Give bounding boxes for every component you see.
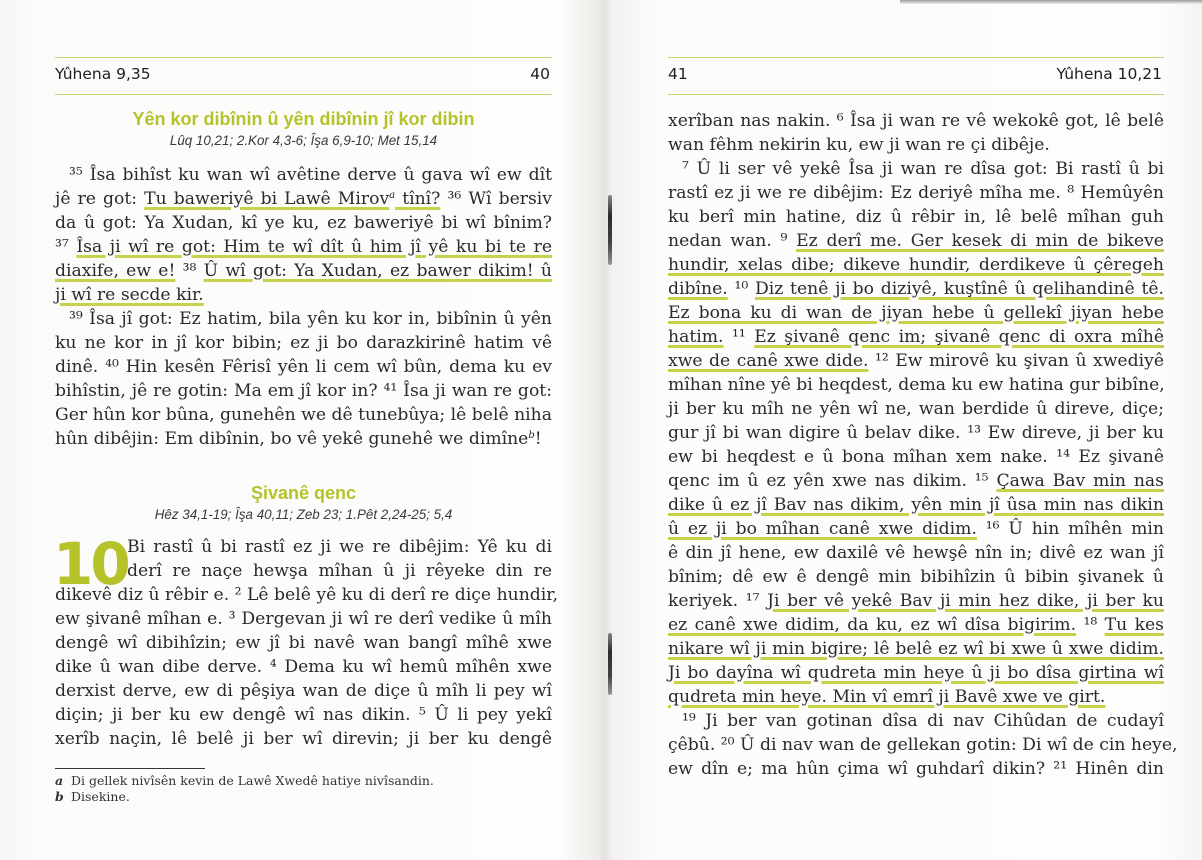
text-segment: derî re naçe hewşa mîhan û ji rêyeke din re (127, 561, 552, 581)
text-segment: diçin; ji ber ku ew dengê wî nas dikin. ⁵ Û li pey yekî (55, 705, 552, 725)
text-line (55, 559, 552, 583)
underlined-text: û ez ji bo mîhan canê xwe didim. (668, 519, 977, 539)
running-header-left (55, 57, 552, 95)
text-segment: dikevê diz û rêbir e. ² Lê belê yê ku di derî re diçe hundir, (55, 585, 559, 605)
text-line (668, 445, 1164, 469)
text-segment: da û got: Ya Xudan, kî ye ku, ez baweriyê bi wî bînim? (55, 213, 552, 233)
text-line (668, 157, 1164, 181)
text-segment: ew dîn e; ma hûn çima wî guhdarî dikin? ²¹ Hinên din (668, 759, 1164, 779)
text-segment: ³⁵ Îsa bihîst ku wan wî avêtine derve û gava wî ew dît (69, 165, 552, 185)
footnote (55, 789, 552, 805)
footnote-mark: a (55, 773, 64, 788)
underlined-text: nikare wî ji min bigire; lê belê ez wî bi xwe û xwe didim. (668, 639, 1164, 659)
text-line (668, 397, 1164, 421)
page-shadow (900, 0, 1202, 4)
footnotes (55, 773, 552, 805)
text-line (668, 613, 1164, 637)
text-line (668, 109, 1164, 133)
text-segment: ew bi heqdest e û bona mîhan xem nake. ¹⁴ Ez şivanê (668, 447, 1164, 467)
text-segment: çêbû. ²⁰ Û di nav wan de gellekan gotin: Di wî de cin heye, (668, 735, 1178, 755)
underlined-text: Diz tenê ji bo diziyê, kuştînê û qelihandinê tê. (754, 279, 1164, 299)
text-line (55, 235, 552, 259)
text-line (668, 469, 1164, 493)
text-segment: Ger hûn kor bûna, gunehên we dê tunebûya; lê belê niha (55, 405, 552, 425)
text-line (668, 277, 1164, 301)
underlined-text: ez canê xwe didim, da ku, ez wî dîsa bigirim. (668, 615, 1077, 635)
text-line (55, 259, 552, 283)
text-line (55, 703, 552, 727)
section-references: Lûq 10,21; 2.Kor 4,3-6; Îşa 6,9-10; Met 15,14 (169, 133, 438, 148)
text-line (55, 679, 552, 703)
verse-block (53, 530, 559, 751)
section-heading: Yên kor dibînin û yên dibînin jî kor dibin (132, 109, 475, 129)
text-line (55, 283, 552, 307)
text-line (55, 379, 552, 403)
underlined-text: Ji ber vê yekê Bav ji min hez dike, ji ber ku (767, 591, 1164, 611)
text-line (668, 541, 1164, 565)
text-segment: ¹⁸ (1076, 615, 1105, 635)
text-line (668, 637, 1164, 661)
text-line (668, 757, 1164, 781)
text-segment: xerîban nas nakin. ⁶ Îsa ji wan re vê wekokê got, lê belê (668, 111, 1164, 131)
running-head-title: Yûhena 10,21 (1056, 65, 1162, 83)
text-line (668, 421, 1164, 445)
underlined-text: Çawa Bav min nas (996, 471, 1164, 491)
verse-block (55, 163, 552, 451)
footnote-divider (55, 768, 205, 769)
underlined-text: dibîne. (668, 279, 728, 299)
binding-staple (608, 633, 612, 695)
text-line (668, 205, 1164, 229)
page-number: 41 (668, 65, 688, 83)
text-line (668, 565, 1164, 589)
text-line (55, 631, 552, 655)
section-heading: Şivanê qenc (250, 483, 357, 503)
text-line (668, 709, 1164, 733)
footnote-text: Disekine. (71, 789, 130, 804)
text-line (55, 607, 552, 631)
text-segment: mîhan nîne yê bi heqdest, dema ku ew hatina gur bibîne, (668, 375, 1165, 395)
running-head-title: Yûhena 9,35 (55, 65, 151, 83)
binding-staple (608, 195, 612, 265)
running-header-right (668, 57, 1164, 95)
text-line (668, 133, 1164, 157)
footnote-marker: b (528, 430, 535, 441)
text-segment: ¹⁶ Û hin mîhên min (976, 519, 1164, 539)
underlined-text: Ez derî me. Ger kesek di min de bikeve (796, 231, 1164, 251)
text-line (55, 655, 552, 679)
section-references: Hêz 34,1-19; Îşa 40,11; Zeb 23; 1.Pêt 2,24-25; 5,4 (154, 507, 453, 522)
text-segment: hûn dibêjin: Em dibînin, bo vê yekê gunehê we dimîne (55, 429, 529, 449)
underlined-text: Ji bo dayîna wî qudreta min heye û ji bo dîsa girtina wî (668, 663, 1164, 683)
page-number: 40 (530, 65, 550, 83)
text-line (668, 589, 1164, 613)
text-segment: qenc im û ez yên xwe nas dikim. ¹⁵ (668, 471, 997, 491)
text-segment: jê re got: (55, 189, 145, 209)
text-segment: ³⁷ (55, 237, 77, 257)
text-line (668, 181, 1164, 205)
text-segment: gur jî bi wan digire û belav dike. ¹³ Ew direve, ji ber ku (668, 423, 1164, 443)
underlined-text: xwe de canê xwe dide. (668, 351, 869, 371)
text-line (668, 517, 1164, 541)
text-line (668, 493, 1164, 517)
text-segment: bihîstin, jê re gotin: Ma em jî kor in? ⁴¹ Îsa ji wan re got: (55, 381, 552, 401)
text-line (55, 187, 552, 211)
text-line (668, 685, 1164, 709)
text-segment: ê din jî hene, ew daxilê vê hewşê nîn in; divê ez wan jî (668, 543, 1164, 563)
text-segment: Bi rastî û bi rastî ez ji we re dibêjim: Yê ku di (127, 537, 552, 557)
text-segment: ³⁹ Îsa jî got: Ez hatim, bila yên ku kor in, bibînin û yên (69, 309, 552, 329)
text-segment: derxist derve, ew di pêşiya wan de diçe û mîh li pey wî (55, 681, 552, 701)
text-segment: ¹¹ (723, 327, 755, 347)
text-segment: nedan wan. ⁹ (668, 231, 797, 251)
underlined-text: Îsa ji wî re got: Him te wî dît û him jî yê ku bi te re (76, 237, 553, 257)
text-line (55, 331, 552, 355)
footnote (55, 773, 552, 789)
text-segment: dike û wan dibe derve. ⁴ Dema ku wî hemû mîhên xwe (55, 657, 552, 677)
text-segment: ! (534, 429, 542, 449)
underlined-text: tînî? (395, 189, 441, 209)
text-line (55, 535, 552, 559)
text-segment: ku berî min hatine, diz û rêbir in, lê belê mîhan guh (668, 207, 1164, 227)
underlined-text: Tu kes (1104, 615, 1164, 635)
chapter-number: 10 (53, 530, 128, 598)
text-segment: ku ne kor in jî kor bibin; ez ji bo darazkirinê hatim vê (55, 333, 552, 353)
underlined-text: hundir, xelas dibe; dikeve hundir, derdikeve û çêregeh (668, 255, 1164, 275)
text-segment: bînim; dê ew ê dengê min bibihîzin û bibin şivanek û (668, 567, 1164, 587)
text-segment: ⁷ Û li ser vê yekê Îsa ji wan re dîsa got: Bi rastî û bi (682, 159, 1164, 179)
text-line (55, 211, 552, 235)
underlined-text: Ez bona ku di wan de jiyan hebe û gellekî jiyan hebe (668, 303, 1164, 323)
text-line (668, 349, 1164, 373)
text-segment: ji ber ku mîh ne yên wî ne, wan berdide û direve, diçe; (668, 399, 1164, 419)
text-line (668, 253, 1164, 277)
text-segment: wan fêhm nekirin ku, ew ji wan re çi dibêje. (668, 135, 1050, 155)
text-line (55, 163, 552, 187)
text-segment: ew şivanê mîhan e. ³ Dergevan ji wî re derî vedike û mîh (55, 609, 552, 629)
text-line (668, 301, 1164, 325)
text-line (668, 373, 1164, 397)
underlined-text: Tu baweriyê bi Lawê Mirov (144, 189, 390, 209)
footnote-mark: b (55, 789, 64, 804)
underlined-text: ji wî re secde kir. (55, 285, 204, 305)
underlined-text: diaxife, ew e! (55, 261, 176, 281)
text-line (668, 229, 1164, 253)
text-segment: xerîb naçin, lê belê ji ber wî direvin; ji ber ku dengê (55, 729, 552, 749)
text-line (668, 325, 1164, 349)
text-segment: ³⁸ (175, 261, 204, 281)
text-line (55, 403, 552, 427)
text-segment: ³⁶ Wî bersiv (440, 189, 552, 209)
text-line (55, 727, 552, 751)
text-segment: keriyek. ¹⁷ (668, 591, 768, 611)
verse-block (668, 109, 1178, 781)
footnote-text: Di gellek nivîsên kevin de Lawê Xwedê hatiye nivîsandin. (71, 773, 434, 788)
underlined-text: hatim. (668, 327, 724, 347)
underlined-text: qudreta min heye. Min vî emrî ji Bavê xwe ve girt. (668, 687, 1106, 707)
text-line (55, 355, 552, 379)
underlined-text: dike û ez jî Bav nas dikim, yên min jî ûsa min nas dikin (668, 495, 1164, 515)
text-line (55, 427, 552, 451)
text-segment: ¹⁹ Ji ber van gotinan dîsa di nav Cihûdan de cudayî (682, 711, 1164, 731)
text-segment: ¹² Ew mirovê ku şivan û xwediyê (868, 351, 1164, 371)
text-line (668, 661, 1164, 685)
text-segment: dengê wî dibihîzin; ew jî bi navê wan bangî mîhê xwe (55, 633, 552, 653)
text-line (55, 307, 552, 331)
underlined-text: Ez şivanê qenc im; şivanê qenc di oxra mîhê (754, 327, 1164, 347)
underlined-text: Û wî got: Ya Xudan, ez bawer dikim! û (203, 261, 552, 281)
text-line (668, 733, 1178, 757)
text-segment: rastî ez ji we re dibêjim: Ez deriyê mîha me. ⁸ Hemûyên (668, 183, 1164, 203)
footnote-marker: a (389, 190, 396, 201)
text-line (55, 583, 559, 607)
text-segment: ¹⁰ (727, 279, 755, 299)
text-segment: dinê. ⁴⁰ Hin kesên Fêrisî yên li cem wî bûn, dema ku ev (55, 357, 552, 377)
